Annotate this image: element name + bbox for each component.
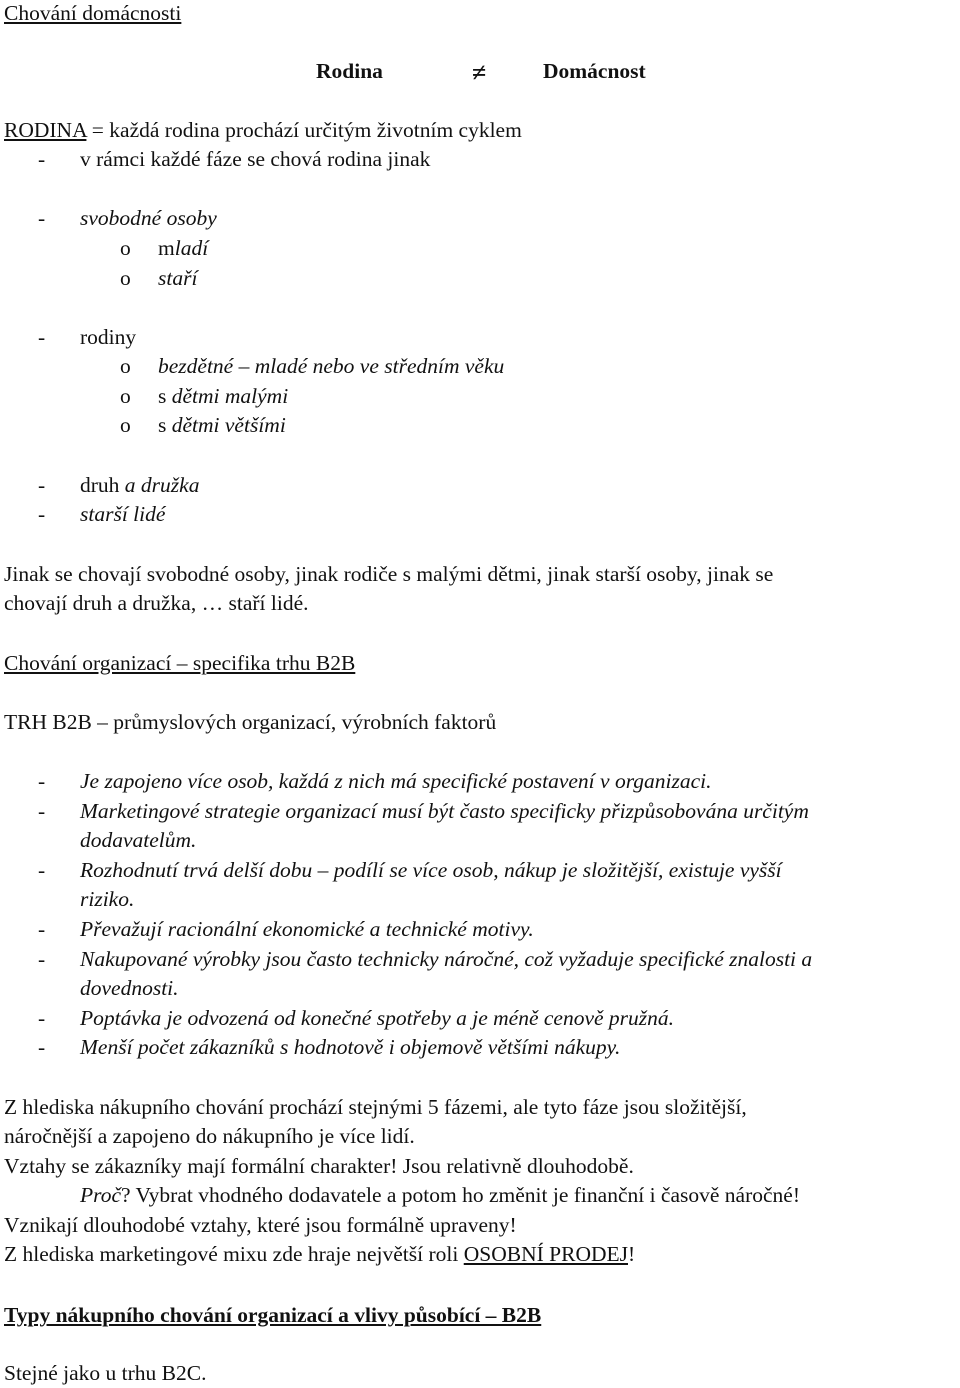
sub-item-text: ladí	[174, 236, 209, 260]
dash-marker: -	[38, 769, 46, 793]
sub-item-prefix: s	[158, 384, 172, 408]
list-item-text: starší lidé	[80, 502, 166, 526]
bullet-marker: o	[120, 384, 131, 408]
dash-marker: -	[38, 946, 46, 971]
bullet-marker: o	[120, 266, 131, 290]
dash-marker: -	[38, 798, 46, 823]
list-item-text: v rámci každé fáze se chová rodina jinak	[80, 147, 431, 171]
sub-item-prefix: s	[158, 413, 172, 437]
sub-item-text: staří	[158, 266, 198, 290]
domacnost-heading: Domácnost	[543, 59, 646, 83]
dash-marker: -	[38, 473, 46, 497]
not-equal-symbol: ≠	[472, 58, 487, 87]
bullet-marker: o	[120, 354, 131, 378]
dash-marker: -	[38, 502, 46, 526]
section-title-b2b: Chování organizací – specifika trhu B2B	[4, 651, 356, 675]
rodina-term: RODINA	[4, 118, 87, 142]
b2b-list-item-text: Poptávka je odvozená od konečné spotřeby a je méně cenově pružná.	[80, 1005, 675, 1030]
dash-marker: -	[38, 917, 46, 941]
b2b-list-item-text: Rozhodnutí trvá delší dobu – podílí se více osob, nákup je složitější, existuje vyšší	[80, 857, 782, 882]
dash-marker: -	[38, 1005, 46, 1030]
section-text: Stejné jako u trhu B2C.	[4, 1361, 207, 1385]
proc-answer: ? Vybrat vhodného dodavatele a potom ho změnit je finanční i časově náročné!	[121, 1183, 801, 1207]
paragraph: náročnější a zapojeno do nákupního je více lidí.	[4, 1124, 415, 1148]
b2b-list-item-text: dodavatelům.	[80, 828, 197, 853]
trh-b2b-definition: TRH B2B – průmyslových organizací, výrobních faktorů	[4, 710, 497, 734]
osobni-prodej-term: OSOBNÍ PRODEJ	[463, 1242, 628, 1266]
sub-item-text: dětmi většími	[171, 413, 286, 437]
list-item-text: druh	[80, 473, 125, 497]
page-title: Chování domácnosti	[4, 1, 182, 25]
paragraph-suffix: !	[628, 1242, 636, 1266]
paragraph: Vznikají dlouhodobé vztahy, které jsou formálně upraveny!	[4, 1213, 517, 1237]
b2b-list-item-text: Nakupované výrobky jsou často technicky náročné, což vyžaduje specifické znalosti a	[80, 946, 813, 971]
dash-marker: -	[38, 206, 46, 230]
list-item-text: svobodné osoby	[80, 206, 217, 230]
b2b-list-item-text: Menší počet zákazníků s hodnotově i objemově většími nákupy.	[80, 1035, 621, 1060]
b2b-list-item-text: riziko.	[80, 887, 135, 912]
dash-marker: -	[38, 857, 46, 882]
rodina-heading: Rodina	[316, 59, 383, 83]
sub-item-text: dětmi malými	[171, 384, 289, 408]
bullet-marker: o	[120, 413, 131, 437]
sub-item-text: bezdětné – mladé nebo ve středním věku	[158, 354, 505, 378]
list-item-text-italic: a družka	[124, 473, 200, 497]
dash-marker: -	[38, 1035, 46, 1060]
b2b-list-item-text: Marketingové strategie organizací musí být často specificky přizpůsobována určitým	[80, 798, 809, 823]
rodina-definition-text: = každá rodina prochází určitým životním cyklem	[86, 118, 522, 142]
sub-item-prefix: m	[158, 236, 175, 260]
dash-marker: -	[38, 325, 46, 349]
b2b-list-item-text: Převažují racionální ekonomické a technické motivy.	[80, 917, 534, 941]
rodina-definition	[4, 117, 522, 143]
summary-paragraph-line2: chovají druh a družka, … staří lidé.	[4, 591, 309, 615]
section-title-types: Typy nákupního chování organizací a vlivy působící – B2B	[4, 1303, 542, 1327]
paragraph	[4, 1241, 635, 1267]
summary-paragraph: Jinak se chovají svobodné osoby, jinak rodiče s malými dětmi, jinak starší osoby, jinak se	[4, 562, 774, 586]
paragraph: Vztahy se zákazníky mají formální charakter! Jsou relativně dlouhodobě.	[4, 1154, 634, 1178]
b2b-list-item-text: dovednosti.	[80, 976, 179, 1001]
paragraph-text: Z hlediska marketingové mixu zde hraje největší roli	[4, 1242, 464, 1266]
paragraph: Z hlediska nákupního chování prochází stejnými 5 fázemi, ale tyto fáze jsou složitější,	[4, 1095, 747, 1119]
proc-word: Proč	[80, 1183, 121, 1207]
bullet-marker: o	[120, 236, 131, 260]
list-item-text: rodiny	[80, 325, 137, 349]
b2b-list-item-text: Je zapojeno více osob, každá z nich má specifické postavení v organizaci.	[80, 769, 712, 793]
dash-marker: -	[38, 147, 46, 171]
paragraph	[80, 1182, 800, 1208]
